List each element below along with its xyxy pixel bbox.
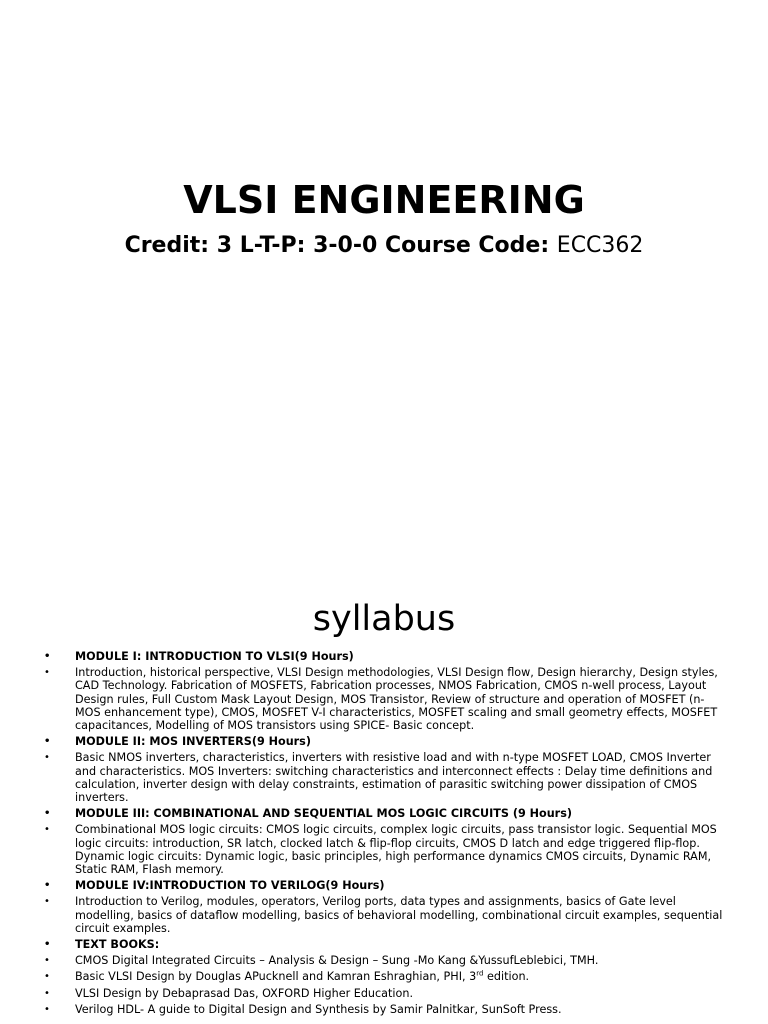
list-item: • Introduction, historical perspective, VLSI Design methodologies, VLSI Design flow, Design hierarchy, Design styles, CAD Technology. Fabrication of MOSFETS, Fabrication processes, NMOS Fabrication, CMOS n-well process, Layout Design rules, Full Custom Mask Layout Design, MOS Transistor, Review of structure and operation of MOSFET (n-MOS enhancement type), CMOS, MOSFET V-I characteristics, MOSFET scaling and small geometry effects, MOSFET capacitances, Modelling of MOS transistors using SPICE- Basic concept. bbox=[44, 666, 718, 733]
list-item: • MODULE II: MOS INVERTERS(9 Hours) bbox=[44, 735, 311, 749]
bullet-icon: • bbox=[44, 939, 51, 951]
bullet-icon: • bbox=[44, 808, 51, 820]
list-item: • MODULE IV:INTRODUCTION TO VERILOG(9 Hours) bbox=[44, 879, 385, 893]
bullet-icon: • bbox=[44, 667, 50, 679]
bullet-icon: • bbox=[44, 896, 50, 908]
slide-syllabus bbox=[0, 512, 768, 1024]
list-item: • VLSI Design by Debaprasad Das, OXFORD Higher Education. bbox=[44, 986, 414, 1000]
list-item: • TEXT BOOKS: bbox=[44, 938, 160, 952]
list-item: • Basic NMOS inverters, characteristics, inverters with resistive load and with n-type MOSFET LOAD, CMOS Inverter and characteristics. MOS Inverters: switching characteristics and interconnect effects : Delay time definitions and calculation, inverter design with delay constraints, estimation of parasitic switching power dissipation of CMOS inverters. bbox=[44, 751, 713, 805]
list-item: • MODULE I: INTRODUCTION TO VLSI(9 Hours) bbox=[44, 650, 354, 663]
bullet-icon: • bbox=[44, 971, 50, 983]
bullet-icon: • bbox=[44, 824, 50, 836]
syllabus-list bbox=[40, 650, 730, 1019]
bullet-icon: • bbox=[44, 752, 50, 764]
list-item: • Introduction to Verilog, modules, operators, Verilog ports, data types and assignments, basics of Gate level modelling, basics of dataflow modelling, basics of behavioral modelling, combinational circuit examples, sequential circuit examples. bbox=[44, 895, 723, 935]
bullet-icon: • bbox=[44, 955, 50, 967]
course-credit-info: Credit: 3 L-T-P: 3-0-0 Course Code: bbox=[124, 233, 557, 258]
course-title: VLSI ENGINEERING bbox=[183, 178, 585, 222]
bullet-icon: • bbox=[44, 1003, 50, 1015]
list-item: • MODULE III: COMBINATIONAL AND SEQUENTIAL MOS LOGIC CIRCUITS (9 Hours) bbox=[44, 807, 572, 821]
course-code: ECC362 bbox=[556, 233, 644, 258]
list-item: • Basic VLSI Design by Douglas APucknell and Kamran Eshraghian, PHI, 3rd edition. bbox=[44, 969, 530, 984]
syllabus-title: syllabus bbox=[312, 599, 456, 639]
bullet-icon: • bbox=[44, 880, 51, 892]
bullet-icon: • bbox=[44, 987, 50, 999]
list-item: • CMOS Digital Integrated Circuits – Analysis & Design – Sung -Mo Kang &YussufLeblebici, TMH. bbox=[44, 954, 599, 968]
list-item: • Combinational MOS logic circuits: CMOS logic circuits, complex logic circuits, pass transistor logic. Sequential MOS logic circuits: introduction, SR latch, clocked latch & flip-flop circuits, CMOS D latch and edge triggered flip-flop. Dynamic logic circuits: Dynamic logic, basic principles, high performance dynamics CMOS circuits, Dynamic RAM, Static RAM, Flash memory. bbox=[44, 823, 717, 877]
bullet-icon: • bbox=[44, 736, 51, 748]
list-item: • Verilog HDL- A guide to Digital Design and Synthesis by Samir Palnitkar, SunSoft Press. bbox=[44, 1002, 562, 1016]
bullet-icon: • bbox=[44, 651, 51, 662]
course-subtitle bbox=[0, 232, 768, 260]
